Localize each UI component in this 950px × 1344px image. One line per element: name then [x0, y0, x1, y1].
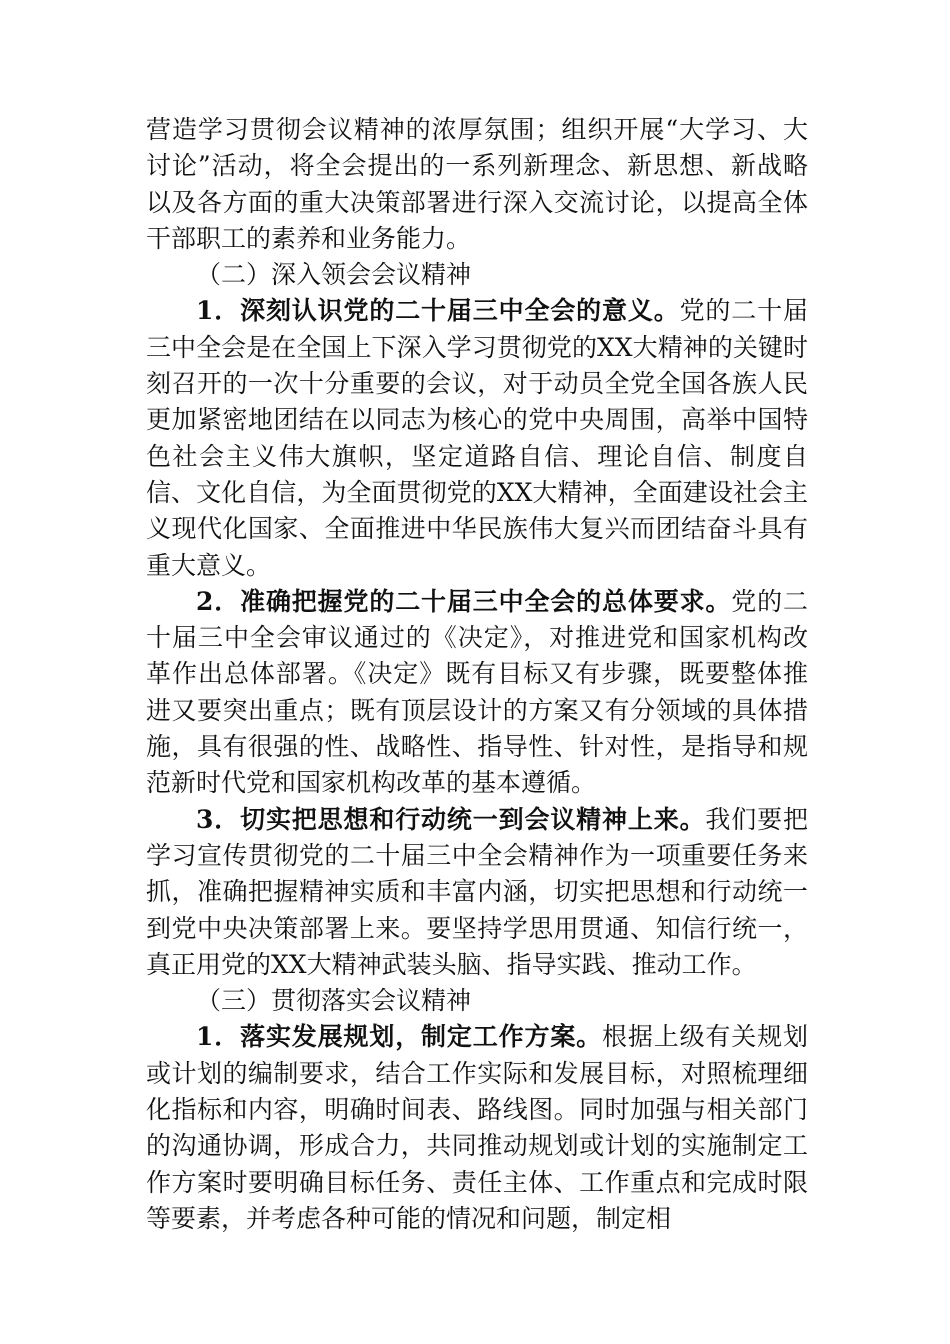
- paragraph-unify: [146, 802, 808, 983]
- document-page: [146, 112, 808, 1237]
- paragraph-lead-unify: 3．切实把思想和行动统一到会议精神上来。: [196, 804, 706, 834]
- paragraph-requirements: [146, 584, 808, 802]
- paragraph-body-unify: 我们要把学习宣传贯彻党的二十届三中全会精神作为一项重要任务来抓，准确把握精神实质和丰富内涵，切实把思想和行动统一到党中央决策部署上来。要坚持学思用贯通、知信行统一，真正用党的XX大精神武装头脑、指导实践、推动工作。: [146, 804, 808, 979]
- paragraph-lead-significance: 1．深刻认识党的二十届三中全会的意义。: [196, 296, 680, 326]
- paragraph-lead-plan: 1．落实发展规划，制定工作方案。: [196, 1022, 603, 1052]
- paragraph-lead-requirements: 2．准确把握党的二十届三中全会的总体要求。: [196, 586, 732, 616]
- section-heading-3: （三）贯彻落实会议精神: [196, 986, 472, 1016]
- paragraph-significance: [146, 293, 808, 583]
- paragraph-atmosphere: 营造学习贯彻会议精神的浓厚氛围；组织开展“大学习、大讨论”活动，将全会提出的一系列新理念、新思想、新战略以及各方面的重大决策部署进行深入交流讨论，以提高全体干部职工的素养和业务能力。: [146, 115, 808, 253]
- paragraph-plan: [146, 1019, 808, 1237]
- section-heading-2: （二）深入领会会议精神: [196, 260, 472, 290]
- paragraph-body-significance: 党的二十届三中全会是在全国上下深入学习贯彻党的XX大精神的关键时刻召开的一次十分重要的会议，对于动员全党全国各族人民更加紧密地团结在以同志为核心的党中央周围，高举中国特色社会主义伟大旗帜，坚定道路自信、理论自信、制度自信、文化自信，为全面贯彻党的XX大精神，全面建设社会主义现代化国家、全面推进中华民族伟大复兴而团结奋斗具有重大意义。: [146, 296, 808, 580]
- paragraph-body-requirements: 党的二十届三中全会审议通过的《决定》，对推进党和国家机构改革作出总体部署。《决定》既有目标又有步骤，既要整体推进又要突出重点；既有顶层设计的方案又有分领域的具体措施，具有很强的性、战略性、指导性、针对性，是指导和规范新时代党和国家机构改革的基本遵循。: [146, 586, 808, 798]
- paragraph-body-plan: 根据上级有关规划或计划的编制要求，结合工作实际和发展目标，对照梳理细化指标和内容，明确时间表、路线图。同时加强与相关部门的沟通协调，形成合力，共同推动规划或计划的实施制定工作方案时要明确目标任务、责任主体、工作重点和完成时限等要素，并考虑各种可能的情况和问题，制定相: [146, 1022, 808, 1233]
